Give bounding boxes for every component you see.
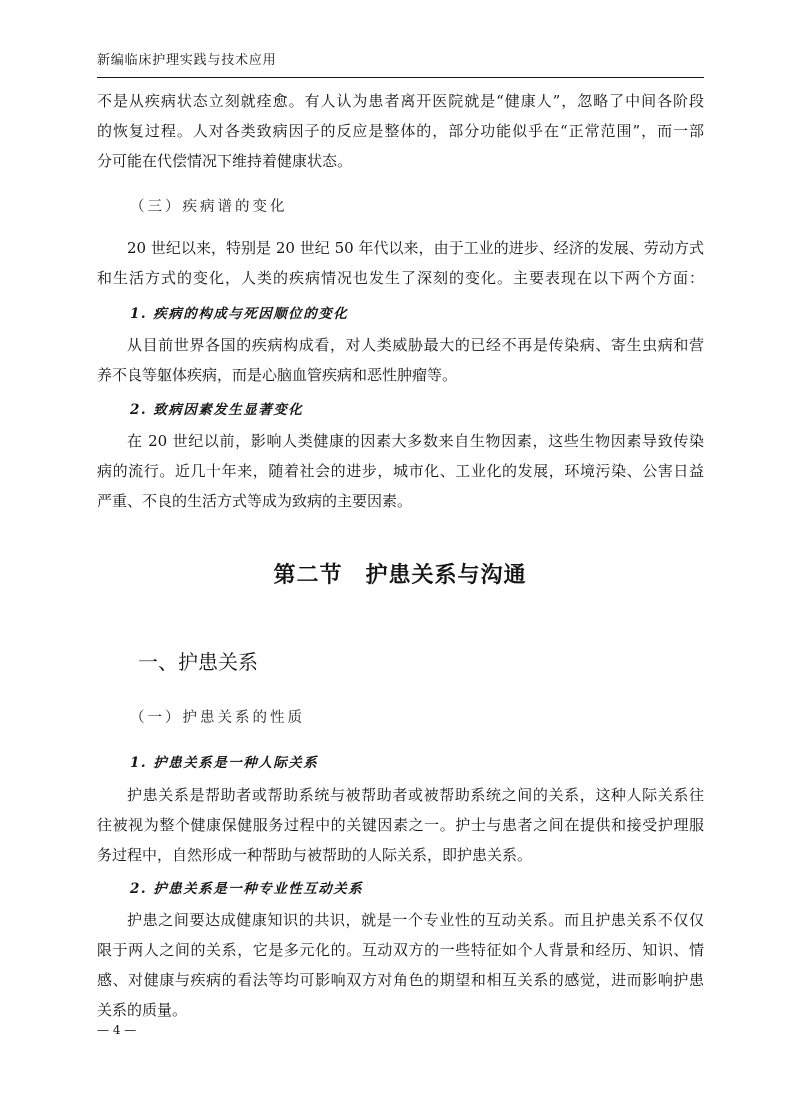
- body-text-line: 护患关系是帮助者或帮助系统与被帮助者或被帮助系统之间的关系，这种人际关系往: [127, 786, 704, 804]
- item-heading: 1. 护患关系是一种人际关系: [130, 755, 319, 771]
- body-text-line: 关系的质量。: [97, 1001, 188, 1019]
- body-text-line: 从目前世界各国的疾病构成看，对人类威胁最大的已经不再是传染病、寄生虫病和营: [127, 336, 704, 354]
- section-title: 第二节 护患关系与沟通: [273, 562, 527, 588]
- body-text-line: 务过程中，自然形成一种帮助与被帮助的人际关系，即护患关系。: [97, 846, 533, 864]
- body-text-line: 和生活方式的变化，人类的疾病情况也发生了深刻的变化。主要表现在以下两个方面：: [97, 269, 704, 287]
- body-text-line: 分可能在代偿情况下维持着健康状态。: [97, 152, 353, 170]
- body-text-line: 护患之间要达成健康知识的共识，就是一个专业性的互动关系。而且护患关系不仅仅: [127, 911, 704, 929]
- body-text-line: 养不良等躯体疾病，而是心脑血管疾病和恶性肿瘤等。: [97, 366, 458, 384]
- body-text-line: 往被视为整个健康保健服务过程中的关键因素之一。护士与患者之间在提供和接受护理服: [97, 816, 704, 834]
- level1-heading: 一、护患关系: [138, 650, 258, 674]
- subsection-heading: （一）护患关系的性质: [130, 710, 305, 726]
- body-text-line: 不是从疾病状态立刻就痊愈。有人认为患者离开医院就是“健康人”，忽略了中间各阶段: [97, 92, 704, 110]
- item-heading: 1. 疾病的构成与死因顺位的变化: [130, 306, 349, 322]
- page-number: — 4 —: [97, 1023, 137, 1037]
- item-heading: 2. 护患关系是一种专业性互动关系: [130, 881, 364, 897]
- body-text-line: 严重、不良的生活方式等成为致病的主要因素。: [97, 492, 413, 510]
- header-rule: [97, 77, 704, 78]
- running-title: 新编临床护理实践与技术应用: [97, 53, 277, 68]
- subsection-heading: （三）疾病谱的变化: [130, 199, 288, 215]
- body-text-line: 病的流行。近几十年来，随着社会的进步，城市化、工业化的发展，环境污染、公害日益: [97, 462, 704, 480]
- body-text-line: 20 世纪以来，特别是 20 世纪 50 年代以来，由于工业的进步、经济的发展、劳动方式: [127, 239, 704, 257]
- item-heading: 2. 致病因素发生显著变化: [130, 402, 304, 418]
- body-text-line: 的恢复过程。人对各类致病因子的反应是整体的，部分功能似乎在“正常范围”，而一部: [97, 122, 704, 140]
- body-text-line: 限于两人之间的关系，它是多元化的。互动双方的一些特征如个人背景和经历、知识、情: [97, 941, 704, 959]
- body-text-line: 在 20 世纪以前，影响人类健康的因素大多数来自生物因素，这些生物因素导致传染: [127, 432, 704, 450]
- body-text-line: 感、对健康与疾病的看法等均可影响双方对角色的期望和相互关系的感觉，进而影响护患: [97, 971, 704, 989]
